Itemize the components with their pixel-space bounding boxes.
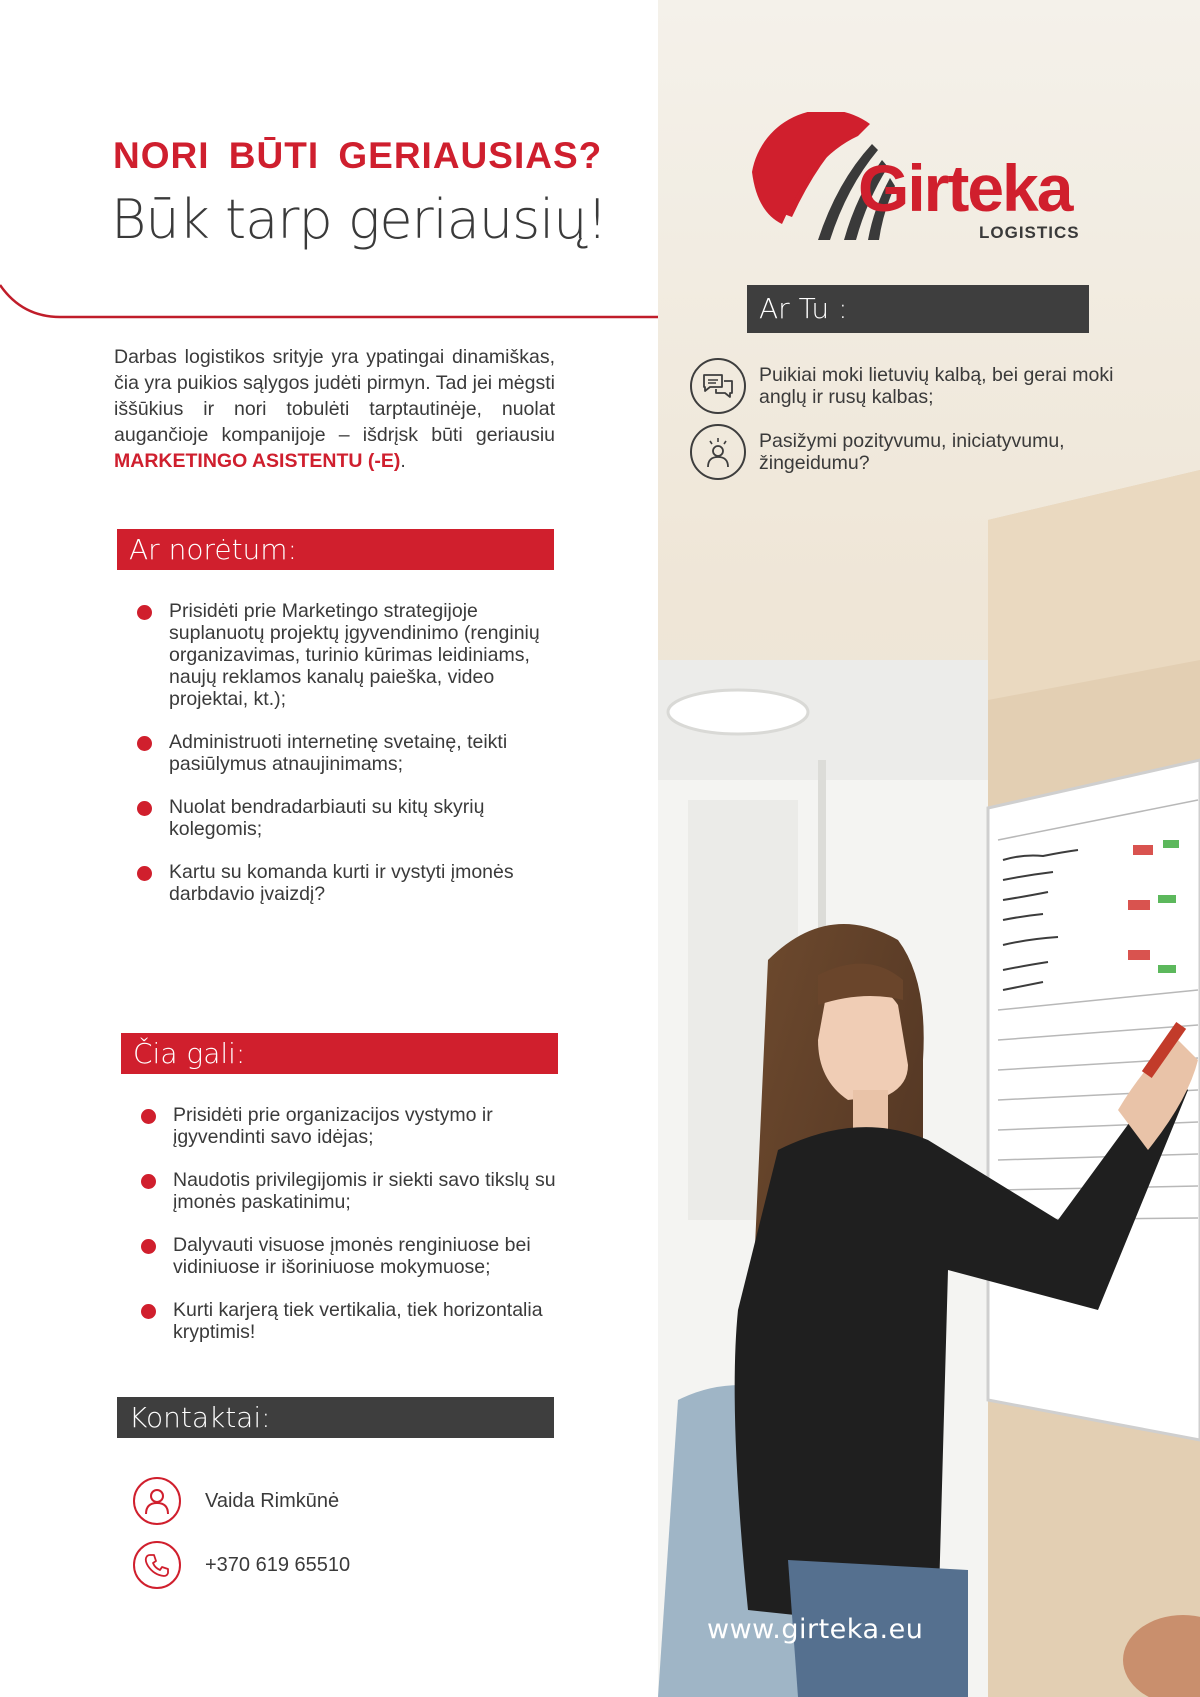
decorative-curve (0, 275, 660, 325)
chat-bubbles-icon (690, 358, 746, 414)
bullet-dot (137, 736, 152, 751)
list-item-text: Naudotis privilegijomis ir siekti savo tikslų su įmonės paskatinimu; (173, 1169, 556, 1213)
list-item (137, 731, 557, 775)
person-icon (133, 1477, 181, 1525)
list-item (137, 861, 557, 905)
phone-icon (133, 1541, 181, 1589)
office-photo (658, 0, 1200, 1697)
logo-wordmark: Girteka (858, 151, 1072, 225)
list-item (141, 1169, 571, 1213)
are-you-item (690, 358, 1119, 414)
list-item (141, 1104, 571, 1148)
list-item (141, 1234, 571, 1278)
list-item-text: Kurti karjerą tiek vertikalia, tiek horizontalia kryptimis! (173, 1299, 543, 1343)
are-you-item (690, 424, 1119, 480)
position-title: MARKETINGO ASISTENTU (-E) (114, 450, 401, 472)
would-like-header: Ar norėtum: (117, 529, 554, 570)
bullet-dot (141, 1239, 156, 1254)
headline: NORI BŪTI GERIAUSIAS? (113, 135, 603, 176)
subheadline: Būk tarp geriausių! (111, 188, 608, 251)
contact-name: Vaida Rimkūnė (205, 1489, 340, 1512)
logo-subtitle: LOGISTICS (979, 223, 1080, 242)
list-item-text: Administruoti internetinę svetainę, teikti pasiūlymus atnaujinimams; (169, 731, 508, 775)
list-item (137, 600, 557, 710)
list-item-text: Dalyvauti visuose įmonės renginiuose bei vidiniuose ir išoriniuose mokymuose; (173, 1234, 531, 1278)
contact-phone-row (133, 1541, 350, 1589)
list-item (141, 1299, 571, 1343)
bullet-dot (137, 605, 152, 620)
bullet-dot (137, 801, 152, 816)
list-item-text: Prisidėti prie Marketingo strategijoje suplanuotų projektų įgyvendinimo (renginių organizavimas, turinio kūrimas leidiniams, naujų reklamos kanalų paieška, video projektai, kt.); (169, 600, 540, 710)
contact-phone[interactable]: +370 619 65510 (205, 1553, 351, 1576)
website-link[interactable]: www.girteka.eu (707, 1614, 924, 1645)
are-you-header: Ar Tu : (747, 285, 1089, 333)
are-you-item-text: Puikiai moki lietuvių kalbą, bei gerai moki anglų ir rusų kalbas; (759, 364, 1114, 408)
intro-text: Darbas logistikos srityje yra ypatingai dinamiškas, čia yra puikios sąlygos judėti pirmyn. Tad jei mėgsti iššūkius ir nori tobulėti tarptautinėje, nuolat augančioje kompanijoje – išdrįsk būti geriausiu (114, 346, 555, 446)
bullet-dot (137, 866, 152, 881)
here-you-can-list (141, 1104, 571, 1364)
list-item-text: Nuolat bendradarbiauti su kitų skyrių kolegomis; (169, 796, 485, 840)
bullet-dot (141, 1304, 156, 1319)
intro-paragraph (114, 344, 555, 474)
idea-person-icon (690, 424, 746, 480)
list-item (137, 796, 557, 840)
photo-panel (658, 0, 1200, 1697)
contact-name-row (133, 1477, 339, 1525)
contacts-header: Kontaktai: (117, 1397, 554, 1438)
list-item-text: Kartu su komanda kurti ir vystyti įmonės darbdavio įvaizdį? (169, 861, 514, 905)
bullet-dot (141, 1174, 156, 1189)
here-you-can-header: Čia gali: (121, 1033, 558, 1074)
are-you-item-text: Pasižymi pozityvumu, iniciatyvumu, žingeidumu? (759, 430, 1065, 474)
would-like-list (137, 600, 557, 926)
intro-end: . (400, 450, 406, 472)
list-item-text: Prisidėti prie organizacijos vystymo ir įgyvendinti savo idėjas; (173, 1104, 493, 1148)
bullet-dot (141, 1109, 156, 1124)
